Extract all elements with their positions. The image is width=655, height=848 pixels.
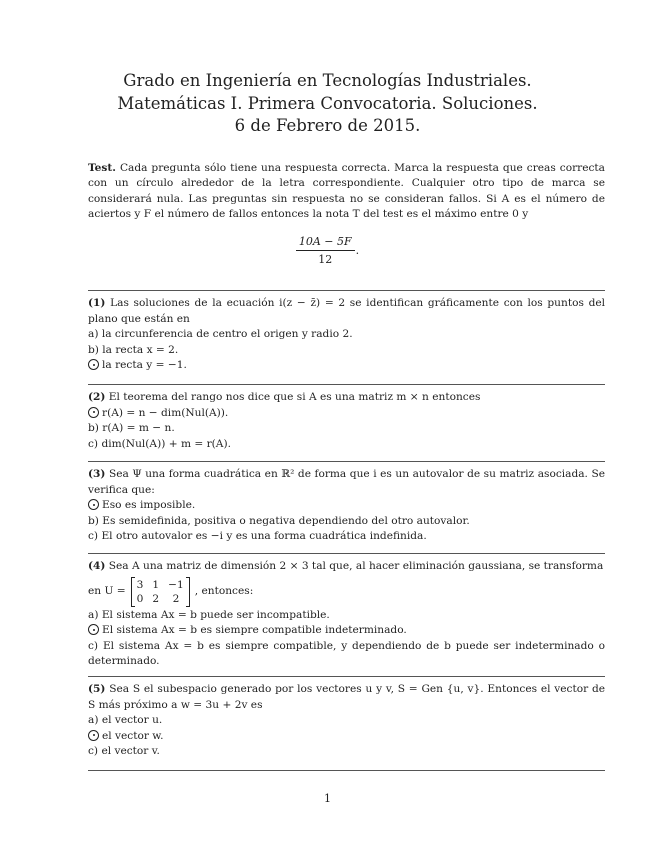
question-5: [88, 682, 605, 760]
option-c[interactable]: [88, 437, 605, 453]
question-number: (2): [88, 391, 106, 403]
option-marker: b): [88, 422, 99, 434]
option-text: el vector w.: [102, 729, 164, 742]
formula-denominator: 12: [318, 253, 333, 266]
matrix-u: [131, 577, 190, 607]
test-label: Test.: [88, 162, 116, 174]
matrix-cell: 2: [152, 592, 160, 605]
matrix-cell: 3: [136, 578, 144, 591]
option-text: la circunferencia de centro el origen y radio 2.: [101, 328, 353, 340]
divider: [88, 676, 605, 677]
correct-answer-circle-icon: [88, 730, 99, 741]
question-number: (1): [88, 297, 106, 309]
divider: [88, 770, 605, 771]
option-text: Es semidefinida, positiva o negativa dependiendo del otro autovalor.: [102, 514, 470, 527]
page-number: 1: [324, 792, 331, 805]
option-text: la recta y = −1.: [102, 359, 187, 371]
option-a-correct[interactable]: [88, 406, 605, 422]
question-stem: Las soluciones de la ecuación i(z − z̄) = 2 se identifican gráficamente con los puntos del plano que están en: [88, 297, 606, 325]
question-3: [88, 467, 605, 545]
option-text: la recta x = 2.: [102, 343, 179, 356]
question-stem: Sea Ψ una forma cuadrática en ℝ² de forma que i es un autovalor de su matriz asociada. Se verifica que:: [88, 468, 606, 496]
question-2: [88, 390, 605, 452]
option-text: el vector u.: [101, 714, 163, 726]
option-text: r(A) = m − n.: [102, 422, 175, 434]
matrix-cell: 1: [152, 578, 160, 591]
option-text: El sistema Ax = b es siempre compatible indeterminado.: [102, 624, 407, 636]
formula-fraction: [296, 235, 355, 266]
option-text: dim(Nul(A)) + m = r(A).: [101, 437, 231, 450]
option-a[interactable]: [88, 327, 605, 343]
divider: [88, 290, 605, 291]
matrix-cell: 2: [172, 592, 180, 605]
correct-answer-circle-icon: [88, 407, 99, 418]
question-stem: Sea A una matriz de dimensión 2 × 3 tal que, al hacer eliminación gaussiana, se transforma: [108, 560, 604, 572]
question-stem: El teorema del rango nos dice que si A es una matriz m × n entonces: [108, 391, 481, 403]
option-marker: b): [88, 343, 99, 356]
grade-formula: [0, 235, 655, 266]
question-1: [88, 296, 605, 374]
option-text: Eso es imposible.: [102, 499, 196, 511]
correct-answer-circle-icon: [88, 359, 99, 370]
option-marker: c): [88, 639, 99, 652]
matrix-prefix: en U =: [88, 584, 126, 597]
option-marker: a): [88, 328, 99, 340]
option-c[interactable]: [88, 639, 605, 670]
option-b-correct[interactable]: [88, 623, 605, 639]
option-text: r(A) = n − dim(Nul(A)).: [102, 406, 229, 419]
matrix-line: [88, 577, 605, 607]
question-number: (5): [88, 683, 106, 695]
option-b[interactable]: [88, 343, 605, 359]
matrix-cell: 0: [136, 592, 144, 605]
option-b-correct[interactable]: [88, 729, 605, 745]
divider: [88, 553, 605, 554]
option-c[interactable]: [88, 529, 605, 545]
option-text: El sistema Ax = b puede ser incompatible.: [101, 608, 330, 621]
matrix-cell: −1: [168, 578, 184, 591]
option-marker: c): [88, 530, 99, 542]
question-number: (3): [88, 468, 106, 480]
divider: [88, 461, 605, 462]
option-b[interactable]: [88, 514, 605, 530]
option-marker: c): [88, 745, 99, 757]
correct-answer-circle-icon: [88, 499, 99, 510]
header-course: Matemáticas I. Primera Convocatoria. Soluciones.: [117, 93, 538, 113]
option-a[interactable]: [88, 713, 605, 729]
matrix-suffix: , entonces:: [194, 584, 254, 597]
question-stem: Sea S el subespacio generado por los vectores u y v, S = Gen {u, v}. Entonces el vector de S más próximo a w = 3u + 2v es: [88, 683, 605, 711]
divider: [88, 384, 605, 385]
correct-answer-circle-icon: [88, 624, 99, 635]
exam-header: [0, 70, 655, 138]
header-degree: Grado en Ingeniería en Tecnologías Industriales.: [123, 71, 532, 90]
option-c-correct[interactable]: [88, 358, 605, 374]
option-a-correct[interactable]: [88, 498, 605, 514]
option-c[interactable]: [88, 744, 605, 760]
option-marker: c): [88, 437, 99, 450]
option-b[interactable]: [88, 421, 605, 437]
formula-numerator: 10A − 5F: [296, 235, 355, 251]
test-text: Cada pregunta sólo tiene una respuesta correcta. Marca la respuesta que creas correcta con un círculo alrededor de la letra correspondiente. Cualquier otro tipo de marca se considerará nula. Las preguntas sin respuesta no se consideran fallos. Si A es el número de aciertos y F el número de fallos entonces la nota T del test es el máximo entre 0 y: [88, 162, 605, 221]
option-a[interactable]: [88, 608, 605, 624]
option-text: El sistema Ax = b es siempre compatible, y dependiendo de b puede ser indeterminado o determinado.: [88, 639, 605, 667]
option-text: el vector v.: [101, 745, 160, 757]
test-instructions: [88, 161, 605, 223]
option-marker: b): [88, 514, 99, 527]
question-4: [88, 559, 605, 670]
header-date: 6 de Febrero de 2015.: [234, 116, 421, 135]
question-number: (4): [88, 560, 106, 572]
option-marker: a): [88, 608, 99, 621]
option-marker: a): [88, 714, 99, 726]
option-text: El otro autovalor es −i y es una forma cuadrática indefinida.: [101, 530, 427, 542]
formula-end: .: [355, 244, 360, 257]
